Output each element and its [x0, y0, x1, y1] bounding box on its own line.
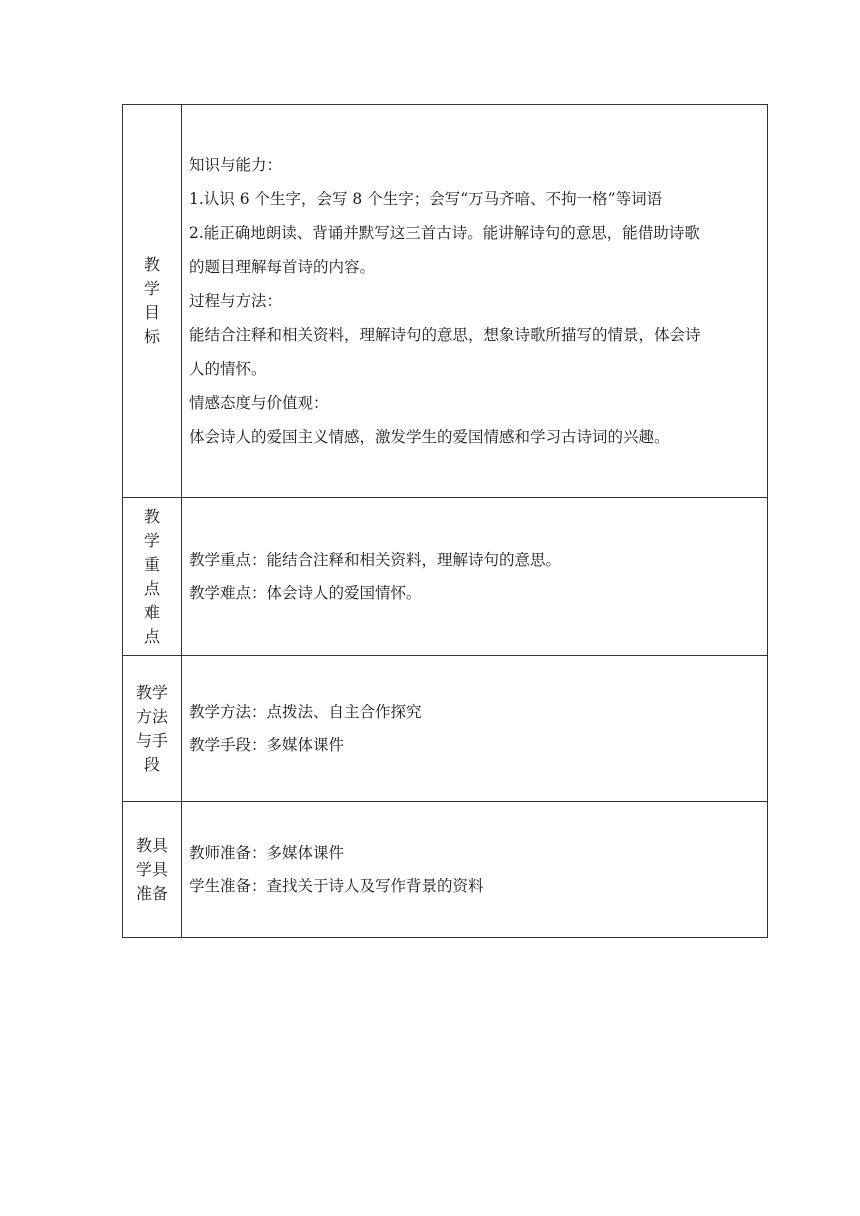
content-line: 教学手段：多媒体课件 — [189, 735, 345, 754]
label-char: 教学 — [135, 682, 168, 702]
label-char: 标 — [143, 327, 160, 346]
table-row-teaching-goals — [123, 105, 768, 498]
label-char: 难 — [143, 602, 160, 622]
label-char: 目 — [143, 303, 160, 322]
content-line: 教学方法：点拨法、自主合作探究 — [189, 702, 422, 721]
content-line: 能结合注释和相关资料，理解诗句的意思，想象诗歌所描写的情景，体会诗 — [189, 326, 701, 344]
content-line: 学生准备：查找关于诗人及写作背景的资料 — [189, 876, 484, 895]
label-char: 学 — [143, 279, 160, 298]
row-label-teaching-materials — [123, 802, 182, 938]
table-row-teaching-materials — [123, 802, 768, 938]
content-line: 过程与方法： — [189, 292, 283, 310]
label-char: 教 — [143, 506, 160, 526]
label-char: 学具 — [135, 859, 168, 879]
row-content-teaching-methods — [182, 656, 768, 802]
label-char: 点 — [143, 626, 160, 646]
row-content-teaching-goals — [182, 105, 768, 498]
lesson-plan-table — [122, 104, 768, 938]
content-line: 人的情怀。 — [189, 360, 267, 378]
label-char: 教 — [143, 255, 160, 274]
row-content-key-difficult-points — [182, 498, 768, 656]
row-label-key-difficult-points — [123, 498, 182, 656]
content-line: 体会诗人的爱国主义情感，激发学生的爱国情感和学习古诗词的兴趣。 — [189, 428, 670, 446]
content-line: 教师准备：多媒体课件 — [189, 843, 345, 862]
content-line: 2.能正确地朗读、背诵并默写这三首古诗。能讲解诗句的意思，能借助诗歌 — [189, 224, 700, 242]
label-char: 重 — [143, 554, 160, 574]
label-char: 学 — [143, 530, 160, 550]
row-content-teaching-materials — [182, 802, 768, 938]
content-line: 情感态度与价值观： — [189, 394, 329, 412]
label-char: 点 — [143, 578, 160, 598]
content-line: 知识与能力： — [189, 156, 283, 174]
label-char: 段 — [143, 754, 160, 774]
label-char: 准备 — [135, 883, 168, 903]
table-row-key-difficult-points — [123, 498, 768, 656]
row-label-teaching-methods — [123, 656, 182, 802]
row-label-teaching-goals — [123, 105, 182, 498]
content-line: 1.认识 6 个生字，会写 8 个生字；会写“万马齐喑、不拘一格”等词语 — [189, 190, 663, 208]
label-char: 教具 — [135, 835, 168, 855]
table-row-teaching-methods — [123, 656, 768, 802]
content-line: 的题目理解每首诗的内容。 — [189, 258, 376, 276]
label-char: 方法 — [135, 706, 168, 726]
content-line: 教学重点：能结合注释和相关资料，理解诗句的意思。 — [189, 550, 562, 569]
content-line: 教学难点：体会诗人的爱国情怀。 — [189, 583, 422, 602]
label-char: 与手 — [135, 730, 168, 750]
